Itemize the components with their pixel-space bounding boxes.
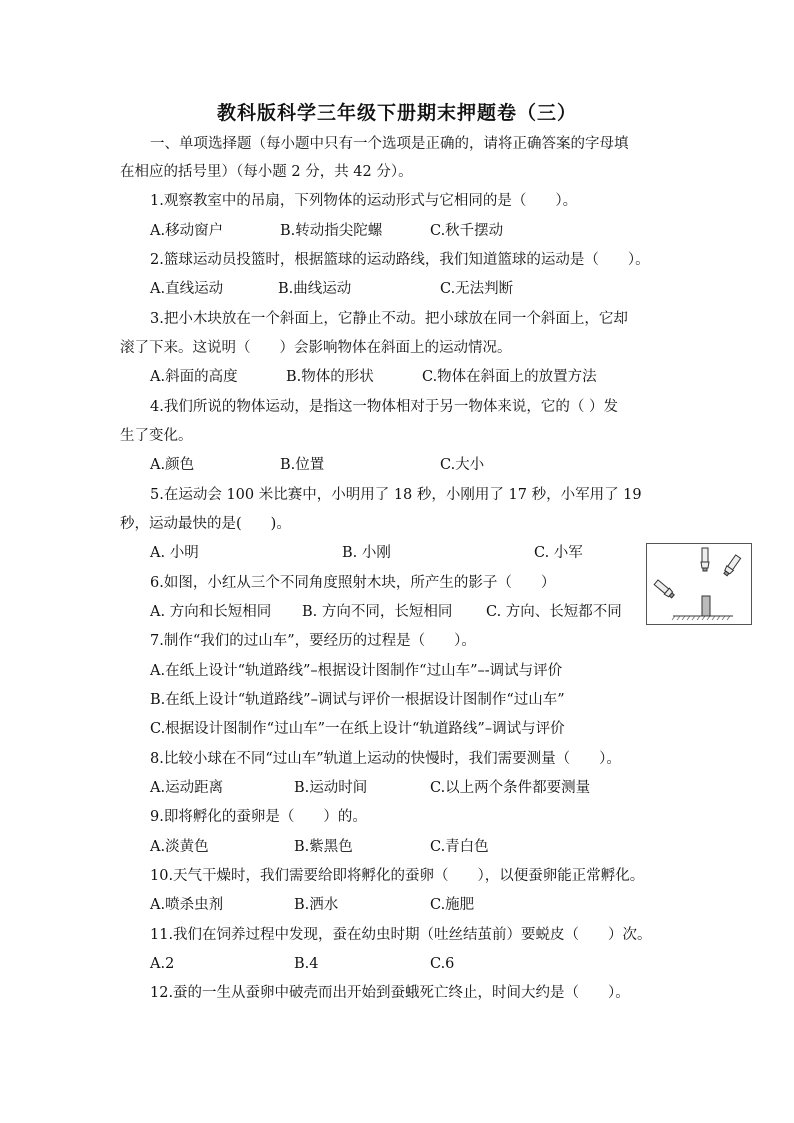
question-5-stem-line1: 5.在运动会 100 米比赛中，小明用了 18 秒，小刚用了 17 秒，小军用了 19 xyxy=(150,487,642,503)
question-2-option-a: A.直线运动 xyxy=(150,281,224,297)
question-7-option-c: C.根据设计图制作“过山车”一在纸上设计“轨道路线”–调试与评价 xyxy=(150,721,565,737)
question-9-option-b: B.紫黑色 xyxy=(294,839,353,855)
question-11-stem: 11.我们在饲养过程中发现，蚕在幼虫时期（吐丝结茧前）要蜕皮（ ）次。 xyxy=(150,927,652,943)
question-4-option-a: A.颜色 xyxy=(150,457,195,473)
question-8-stem: 8.比较小球在不同“过山车”轨道上运动的快慢时，我们需要测量（ ）。 xyxy=(150,751,621,767)
question-2-option-b: B.曲线运动 xyxy=(278,281,352,297)
question-9-option-c: C.青白色 xyxy=(430,839,489,855)
question-4-stem-line1: 4.我们所说的物体运动，是指这一物体相对于另一物体来说，它的（ ）发 xyxy=(150,399,618,415)
question-11-option-a: A.2 xyxy=(150,956,175,972)
flashlight-left xyxy=(654,579,676,599)
flashlight-diagram xyxy=(647,544,751,624)
question-5-option-c: C. 小军 xyxy=(534,545,583,561)
question-11-option-b: B.4 xyxy=(294,956,319,972)
question-1-option-b: B.转动指尖陀螺 xyxy=(280,223,383,239)
question-10-option-c: C.施肥 xyxy=(430,897,475,913)
flashlight-block-figure xyxy=(646,543,752,625)
flashlight-right xyxy=(722,554,741,577)
question-10-stem: 10.天气干燥时，我们需要给即将孵化的蚕卵（ ），以便蚕卵能正常孵化。 xyxy=(150,868,645,884)
section-heading-line1: 一、单项选择题（每小题中只有一个选项是正确的，请将正确答案的字母填 xyxy=(150,136,629,152)
flashlight-top xyxy=(701,548,709,571)
question-5-stem-line2: 秒，运动最快的是( )。 xyxy=(120,516,291,532)
question-6-option-b: B. 方向不同，长短相同 xyxy=(302,604,453,620)
question-2-stem: 2.篮球运动员投篮时，根据篮球的运动路线，我们知道篮球的运动是（ ）。 xyxy=(150,252,650,268)
question-10-option-a: A.喷杀虫剂 xyxy=(150,897,224,913)
question-1-option-c: C.秋千摆动 xyxy=(430,223,504,239)
question-8-option-b: B.运动时间 xyxy=(294,780,368,796)
question-8-option-c: C.以上两个条件都要测量 xyxy=(430,780,591,796)
question-4-option-b: B.位置 xyxy=(280,457,325,473)
question-7-option-b: B.在纸上设计“轨道路线”–调试与评价一根据设计图制作“过山车” xyxy=(150,692,565,708)
question-5-option-a: A. 小明 xyxy=(150,545,199,561)
question-10-option-b: B.洒水 xyxy=(294,897,339,913)
question-3-stem-line1: 3.把小木块放在一个斜面上，它静止不动。把小球放在同一个斜面上，它却 xyxy=(150,311,628,327)
question-3-stem-line2: 滚了下来。这说明（ ）会影响物体在斜面上的运动情况。 xyxy=(120,340,512,356)
question-4-option-c: C.大小 xyxy=(440,457,485,473)
question-12-stem: 12.蚕的一生从蚕卵中破壳而出开始到蚕蛾死亡终止，时间大约是（ ）。 xyxy=(150,985,630,1001)
question-7-stem: 7.制作“我们的过山车”，要经历的过程是（ ）。 xyxy=(150,633,476,649)
question-8-option-a: A.运动距离 xyxy=(150,780,224,796)
section-heading-line2: 在相应的括号里）（每小题 2 分，共 42 分）。 xyxy=(120,164,413,180)
question-3-option-c: C.物体在斜面上的放置方法 xyxy=(422,369,597,385)
question-3-option-a: A.斜面的高度 xyxy=(150,369,238,385)
question-11-option-c: C.6 xyxy=(430,956,455,972)
exam-title: 教科版科学三年级下册期末押题卷（三） xyxy=(216,102,577,124)
question-1-stem: 1.观察教室中的吊扇，下列物体的运动形式与它相同的是（ ）。 xyxy=(150,193,578,209)
question-5-option-b: B. 小刚 xyxy=(342,545,391,561)
question-6-option-a: A. 方向和长短相同 xyxy=(150,604,272,620)
question-1-option-a: A.移动窗户 xyxy=(150,223,224,239)
question-9-stem: 9.即将孵化的蚕卵是（ ）的。 xyxy=(150,809,367,825)
question-6-stem: 6.如图，小红从三个不同角度照射木块，所产生的影子（ ） xyxy=(150,575,556,591)
question-3-option-b: B.物体的形状 xyxy=(286,369,374,385)
question-4-stem-line2: 生了变化。 xyxy=(120,428,193,444)
question-6-option-c: C. 方向、长短都不同 xyxy=(486,604,622,620)
question-9-option-a: A.淡黄色 xyxy=(150,839,209,855)
question-7-option-a: A.在纸上设计“轨道路线”–根据设计图制作“过山车”–-调试与评价 xyxy=(150,663,563,679)
question-2-option-c: C.无法判断 xyxy=(440,281,514,297)
